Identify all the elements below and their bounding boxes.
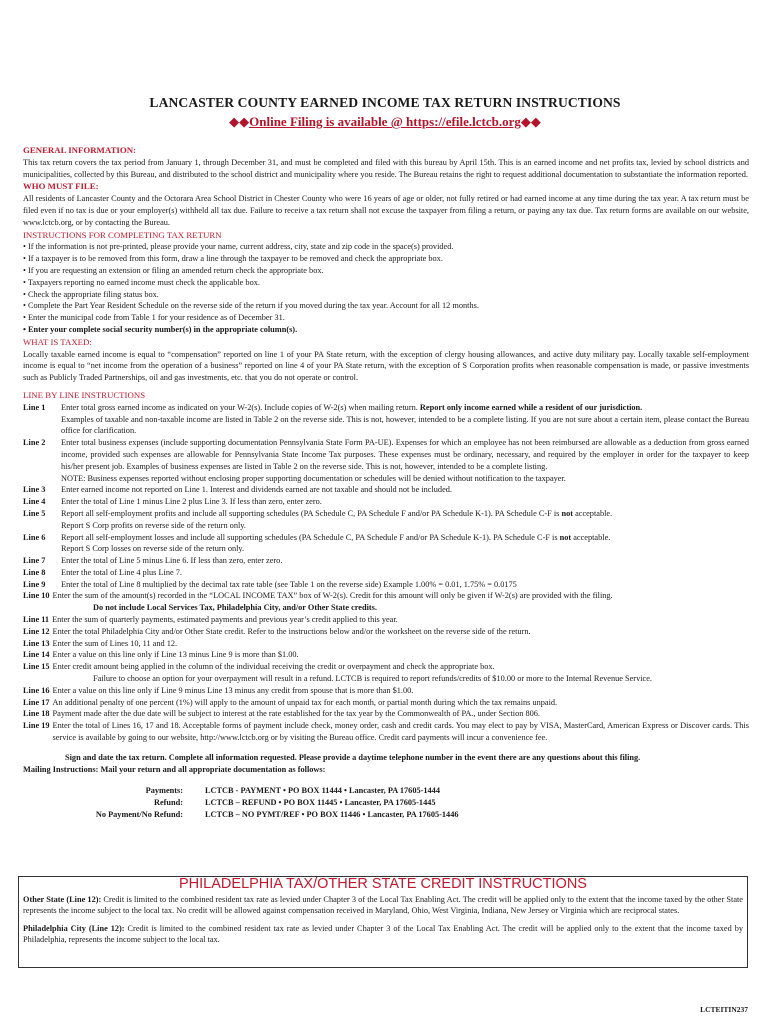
line-item: Line 9 Enter the total of Line 8 multiplied by the decimal tax rate table (see Table 1 on the reverse side) Example 1.00% = 0.01, 1.75% = 0.0175 bbox=[23, 579, 517, 589]
instruction-bullet: • If the information is not pre-printed, please provide your name, current address, city, state and zip code in the space(s) provided. bbox=[23, 242, 454, 252]
mailing-row: No Payment/No Refund: LCTCB – NO PYMT/REF • PO BOX 11446 • Lancaster, PA 17605-1446 bbox=[95, 810, 459, 820]
taxed-heading: WHAT IS TAXED: bbox=[23, 336, 92, 347]
general-heading: GENERAL INFORMATION: bbox=[23, 145, 136, 155]
line-item: Line 10 Enter the sum of the amount(s) recorded in the “LOCAL INCOME TAX” box of W-2(s). Credit for this amount will only be given if W-2(s) are provided with the filing. bbox=[23, 591, 613, 601]
line-item: Line 7 Enter the total of Line 5 minus Line 6. If less than zero, enter zero. bbox=[23, 556, 283, 566]
instructions-heading: INSTRUCTIONS FOR COMPLETING TAX RETURN bbox=[23, 229, 222, 240]
line-item: Line 13 Enter the sum of Lines 10, 11 and 12. bbox=[23, 638, 178, 648]
line-item: Line 8 Enter the total of Line 4 plus Line 7. bbox=[23, 567, 182, 577]
line-item-detail: NOTE: Business expenses reported without enclosing proper supporting documentation or schedules will be denied without notification to the taxpayer. bbox=[61, 473, 566, 483]
who-text: All residents of Lancaster County and the Octorara Area School District in Chester County who were 16 years of age or older, not fully retired or had earned income at any time during the tax year. A tax return must be filed even if no tax is due or your employer(s) withheld all tax due. Failure to receive a tax return shall not excuse the taxpayer from filing a return, or paying any tax due. Tax return forms are available on our website, www.lctcb.org, or by contacting the Bureau. bbox=[23, 194, 749, 227]
line-item: Line 14 Enter a value on this line only if Line 13 minus Line 9 is more than $1.00. bbox=[23, 650, 299, 660]
line-item-detail: Do not include Local Services Tax, Philadelphia City, and/or Other State credits. bbox=[93, 603, 377, 613]
line-item: Line 19 Enter the total of Lines 16, 17 and 18. Acceptable forms of payment include check, money order, cash and credit cards. You may elect to pay by VISA, MasterCard, American Express or Discover cards. This service is available by going to our website, http://www.lctcb.org or by visiting the Bureau office. Credit card payments will incur a convenience fee. bbox=[23, 721, 749, 743]
instruction-bullet: • Taxpayers reporting no earned income must check the applicable box. bbox=[23, 277, 260, 287]
online-filing-banner bbox=[0, 114, 770, 130]
form-id: LCTEITIN237 bbox=[700, 1005, 748, 1014]
who-heading: WHO MUST FILE: bbox=[23, 181, 99, 192]
diamond-icon: ◆◆ bbox=[229, 114, 250, 129]
online-filing-link[interactable]: Online Filing is available @ https://efile.lctcb.org bbox=[249, 114, 521, 129]
line-item: Line 16 Enter a value on this line only if Line 9 minus Line 13 minus any credit from spouse that is more than $1.00. bbox=[23, 685, 414, 695]
mailing-row: Refund: LCTCB – REFUND • PO BOX 11445 • Lancaster, PA 17605-1445 bbox=[153, 798, 436, 808]
line-item-detail: Report S Corp profits on reverse side of the return only. bbox=[61, 520, 246, 530]
line-item: Line 2 Enter total business expenses (include supporting documentation Pennsylvania State Form PA-UE). Expenses for which an employee has not been reimbursed are allowable as a deduction from gross earned income, provided such expenses are allowable for Pennsylvania State Income Tax purposes. These expenses must be ordinary, necessary, and required by the employer in order for the taxpayer to keep his/her present job. Examples of business expenses are listed in Table 2 on the reverse side. This is not, however, intended to be a complete listing. bbox=[23, 438, 749, 471]
line-item-detail: Report S Corp losses on reverse side of the return only. bbox=[61, 544, 245, 554]
sign-instructions: Sign and date the tax return. Complete all information requested. Please provide a daytime telephone number in the event there are any questions about this filing. Mailing Instructions: Mail your return and all appropriate documentation as follows: bbox=[23, 752, 641, 774]
page-title: LANCASTER COUNTY EARNED INCOME TAX RETURN INSTRUCTIONS bbox=[149, 95, 621, 110]
philadelphia-credit-box bbox=[18, 876, 748, 968]
mailing-row: Payments: LCTCB - PAYMENT • PO BOX 11444 • Lancaster, PA 17605-1444 bbox=[145, 786, 440, 796]
instruction-bullet-ssn: • Enter your complete social security number(s) in the appropriate column(s). bbox=[23, 324, 298, 334]
diamond-icon: ◆◆ bbox=[520, 114, 541, 129]
line-item: Line 1 Enter total gross earned income as indicated on your W-2(s). Include copies of W-2(s) when mailing return. Report only income earned while a resident of our jurisdiction. bbox=[23, 402, 643, 412]
philadelphia-credit-title: PHILADELPHIA TAX/OTHER STATE CREDIT INSTRUCTIONS bbox=[179, 876, 587, 892]
instructions-body bbox=[23, 144, 749, 821]
line-item: Line 15 Enter credit amount being applied in the column of the individual receiving the credit or overpayment and check the appropriate box. bbox=[23, 662, 495, 672]
instruction-bullet: • Complete the Part Year Resident Schedule on the reverse side of the return if you moved during the tax year. Account for all 12 months. bbox=[23, 301, 479, 311]
philadelphia-city-text: Philadelphia City (Line 12): Credit is limited to the combined resident tax rate as levied under Chapter 3 of the Local Tax Enabling Act. The credit will be applied only to the extent that the income taxed by Philadelphia, represents the income subject to the local tax. bbox=[23, 923, 743, 945]
lines-heading: LINE BY LINE INSTRUCTIONS bbox=[23, 389, 146, 400]
line-item-detail: Failure to choose an option for your overpayment will result in a refund. LCTCB is required to report refunds/credits of $10.00 or more to the Internal Revenue Service. bbox=[93, 674, 652, 684]
instruction-bullet: • Enter the municipal code from Table 1 for your residence as of December 31. bbox=[23, 313, 285, 323]
line-item: Line 18 Payment made after the due date will be subject to interest at the rate established for the tax year by the Commonwealth of PA., under Section 806. bbox=[23, 709, 540, 719]
line-item-detail: Examples of taxable and non-taxable income are listed in Table 2 on the reverse side. This is not, however, intended to be a complete listing. If you are not sure about a certain item, please contact the Bureau office for clarification. bbox=[61, 414, 749, 436]
line-item: Line 12 Enter the total Philadelphia City and/or Other State credit. Refer to the instructions below and/or the worksheet on the reverse side of the return. bbox=[23, 626, 531, 636]
instruction-bullet: • Check the appropriate filing status box. bbox=[23, 289, 159, 299]
instruction-bullet: • If a taxpayer is to be removed from this form, draw a line through the taxpayer to be removed and check the appropriate box. bbox=[23, 254, 443, 264]
taxed-text: Locally taxable earned income is equal to “compensation” reported on line 1 of your PA State return, with the exception of clergy housing allowances, and active duty military pay. Locally taxable self-employment income is equal to “net income from the operation of a business” reported on line 4 of your PA State return, with the exception of S Corporation profits when reasonable compensation is made, or passive investments such as Publicly Traded Partnerships, oil and gas investments, etc. that you do not operate or control. bbox=[23, 349, 749, 383]
line-instructions bbox=[23, 402, 749, 744]
general-text: This tax return covers the tax period from January 1, through December 31, and must be completed and filed with this bureau by April 15th. This is an earned income and net profits tax, levied by school districts and municipalities, collected by this Bureau, and distributed to the school district and municipality where you reside. The Bureau retains the right to request additional documentation to substantiate the information reported. bbox=[23, 157, 749, 179]
mailing-addresses bbox=[23, 785, 543, 820]
other-state-text: Other State (Line 12): Credit is limited to the combined resident tax rate as levied under Chapter 3 of the Local Tax Enabling Act. The credit will be applied only to the extent that the income taxed by the other State represents the income subject to the local tax. No credit will be allowed against compensation received in Maryland, Ohio, West Virginia, Indiana, New Jersey or Virginia which are reciprocal states. bbox=[23, 894, 743, 916]
line-item: Line 11 Enter the sum of quarterly payments, estimated payments and previous year’s credit applied to this year. bbox=[23, 615, 398, 625]
line-item: Line 3 Enter earned income not reported on Line 1. Interest and dividends earned are not taxable and should not be included. bbox=[23, 485, 452, 495]
line-item: Line 17 An additional penalty of one percent (1%) will apply to the amount of unpaid tax for each month, or partial month during which the tax remains unpaid. bbox=[23, 697, 558, 707]
line-item: Line 5 Report all self-employment profits and include all supporting schedules (PA Schedule C, PA Schedule F and/or PA Schedule K-1). PA Schedule C-F is not acceptable. bbox=[23, 508, 613, 518]
line-item: Line 6 Report all self-employment losses and include all supporting schedules (PA Schedule C, PA Schedule F and/or PA Schedule K-1). PA Schedule C-F is not acceptable. bbox=[23, 532, 611, 542]
line-item: Line 4 Enter the total of Line 1 minus Line 2 plus Line 3. If less than zero, enter zero. bbox=[23, 497, 322, 507]
instruction-bullet: • If you are requesting an extension or filing an amended return check the appropriate box. bbox=[23, 265, 324, 275]
